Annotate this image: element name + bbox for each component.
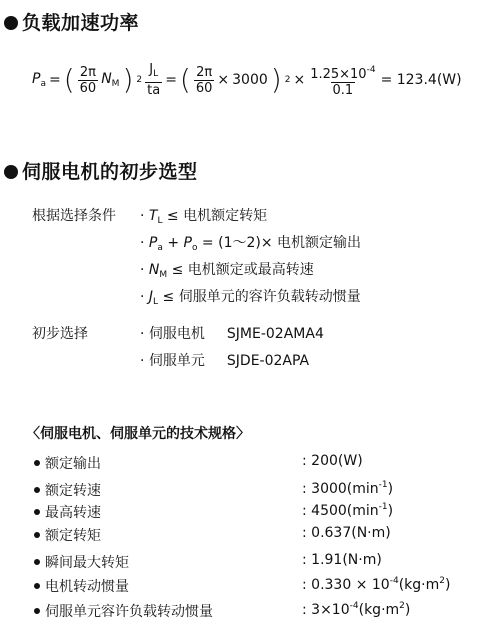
- frac-den: 60: [195, 80, 213, 96]
- spec-value: : $4500(\min^{-1})$: [302, 502, 394, 519]
- spec-row: [34, 480, 101, 500]
- criterion-1: · $T_L$ ≤ 电机额定转矩: [140, 208, 268, 226]
- spec-label: 伺服单元容许负载转动惯量: [45, 604, 213, 620]
- spec-label: 额定转速: [45, 483, 101, 499]
- power-formula: [32, 62, 462, 98]
- frac-num: 2π: [196, 64, 213, 80]
- frac-num: 2π: [79, 64, 96, 80]
- heading-text: 伺服电机的初步选型: [22, 161, 198, 183]
- section-heading-load-power: [4, 8, 139, 35]
- formula-result: = 123.4(W): [380, 72, 462, 88]
- criterion-2: · $P_a + P_o$ = (1～2)× 电机额定输出: [140, 235, 362, 253]
- selection-label: 初步选择: [32, 326, 88, 342]
- bullet-icon: [34, 509, 40, 515]
- bullet-icon: [4, 165, 18, 179]
- spec-value: : 0.637(N·m): [302, 525, 391, 541]
- frac-num: [308, 63, 377, 82]
- spec-value: : $3000(\min^{-1})$: [302, 480, 394, 497]
- fraction-2pi-60: [78, 65, 99, 96]
- spec-value: : $3\times 10^{-4}(kg\cdot m^2)$: [302, 601, 411, 618]
- selection-name: 伺服单元: [148, 353, 205, 369]
- spec-label: 额定转矩: [45, 528, 101, 544]
- spec-label: 瞬间最大转矩: [45, 555, 129, 571]
- bullet-icon: [34, 487, 40, 493]
- spec-row: [34, 453, 101, 473]
- paren-open: (: [63, 63, 75, 96]
- criteria-label: 根据选择条件: [32, 208, 116, 224]
- spec-row: [34, 525, 101, 545]
- selection-motor: · 伺服电机 SJME-02AMA4: [140, 326, 324, 342]
- eq-sign: =: [165, 72, 177, 88]
- fraction-jl-ta: [145, 62, 162, 98]
- eq-sign: =: [48, 72, 61, 88]
- bullet-icon: [34, 460, 40, 466]
- square-exp: 2: [284, 75, 291, 85]
- frac-den: 60: [79, 80, 97, 96]
- spec-row: [34, 576, 129, 596]
- heading-text: 负载加速功率: [22, 12, 140, 34]
- spec-table-title: 〈伺服电机、伺服单元的技术规格〉: [26, 426, 250, 442]
- times-sign: ×: [293, 72, 306, 88]
- criterion-3: · $N_M$ ≤ 电机额定或最高转速: [140, 262, 314, 280]
- paren-open: (: [179, 63, 191, 96]
- spec-label: 额定输出: [45, 456, 101, 472]
- selection-model: SJME-02AMA4: [226, 326, 324, 342]
- bullet-icon: [34, 559, 40, 565]
- paren-close: ): [270, 63, 282, 96]
- section-heading-preliminary-selection: [4, 157, 198, 184]
- selection-driver: · 伺服单元 SJDE-02APA: [140, 353, 310, 369]
- bullet-icon: [4, 16, 18, 30]
- square-exp: 2: [136, 75, 143, 85]
- frac-den: ta: [147, 83, 161, 98]
- times-sign: ×: [217, 72, 230, 88]
- bullet-icon: [34, 583, 40, 589]
- spec-row: [34, 502, 101, 522]
- speed-value: 3000: [232, 72, 268, 88]
- spec-row: [34, 552, 129, 572]
- spec-value: : 200(W): [302, 453, 363, 469]
- inertia-mantissa: 1.25×10: [310, 66, 367, 82]
- inertia-exp: -4: [366, 64, 376, 75]
- frac-num: $J_L$: [149, 62, 159, 79]
- paren-close: ): [122, 63, 134, 96]
- spec-value: : $0.330 \times 10^{-4}(kg\cdot m^2)$: [302, 576, 451, 593]
- spec-row: [34, 601, 213, 621]
- bullet-icon: [34, 532, 40, 538]
- spec-label: 电机转动惯量: [45, 579, 129, 595]
- spec-label: 最高转速: [45, 505, 101, 521]
- bullet-icon: [34, 608, 40, 614]
- formula-lhs: $P_a$: [32, 71, 46, 89]
- fraction-2pi-60-b: [194, 65, 215, 96]
- selection-name: 伺服电机: [148, 326, 205, 342]
- spec-value: : 1.91(N·m): [302, 552, 382, 568]
- criterion-4: · $J_L$ ≤ 伺服单元的容许负载转动惯量: [140, 289, 361, 307]
- frac-den: 0.1: [332, 82, 354, 98]
- fraction-inertia-time: [308, 63, 377, 98]
- selection-model: SJDE-02APA: [226, 353, 310, 369]
- nm-symbol: $N_M$: [101, 71, 120, 89]
